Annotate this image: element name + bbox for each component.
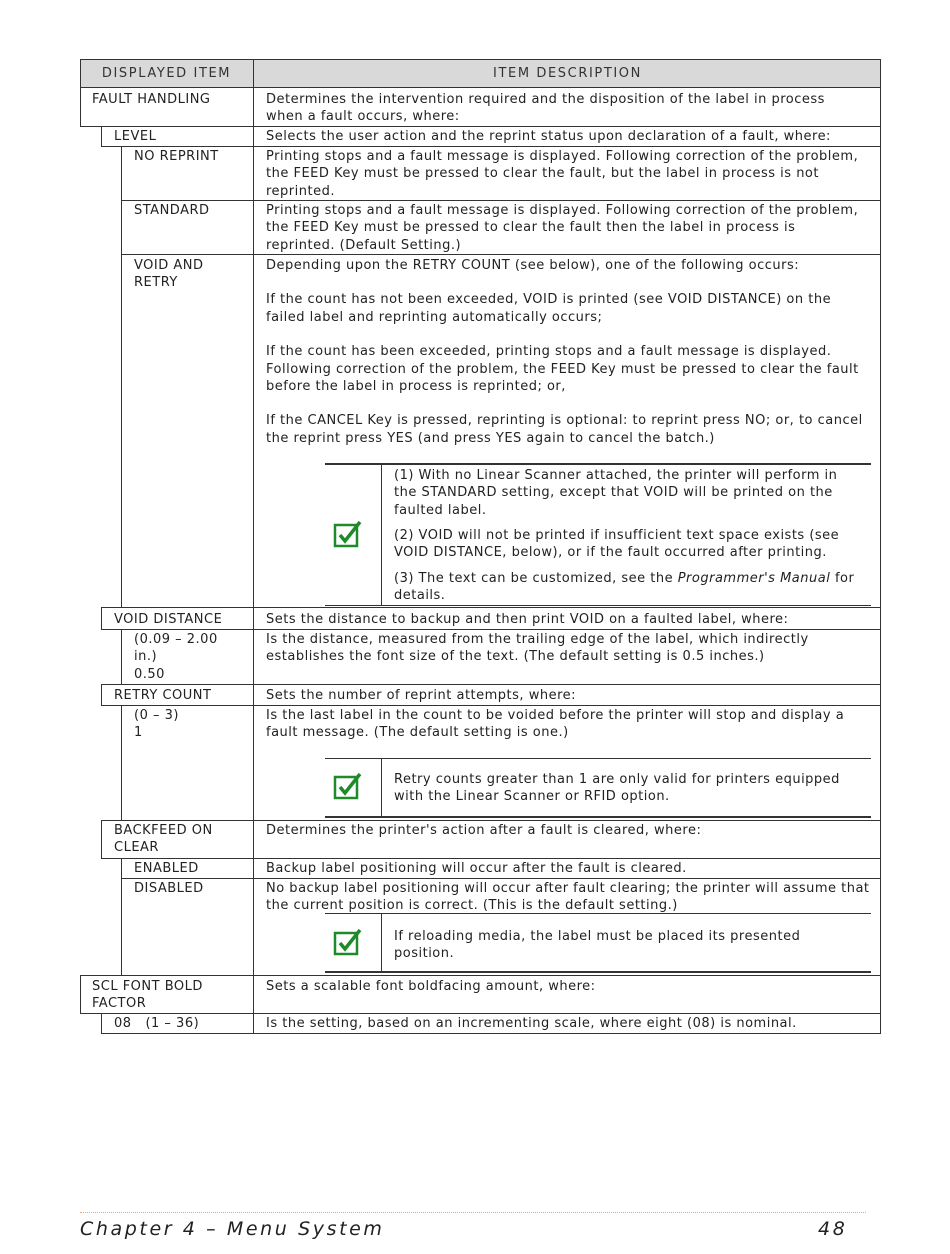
item-no-reprint: NO REPRINT bbox=[134, 149, 219, 164]
item-level: LEVEL bbox=[114, 129, 157, 144]
desc-scl-range: Is the setting, based on an incrementing scale, where eight (08) is nominal. bbox=[266, 1016, 797, 1031]
programmers-manual-ref: Programmer's Manual bbox=[677, 571, 831, 586]
desc-fault-handling: Determines the intervention required and the disposition of the label in process when a fault occurs, where: bbox=[266, 92, 825, 125]
desc-no-reprint: Printing stops and a fault message is displayed. Following correction of the problem, the FEED Key must be pressed to clear the fault, but the label in process is not reprinted. bbox=[266, 149, 859, 199]
desc-enabled: Backup label positioning will occur after the fault is cleared. bbox=[266, 861, 687, 876]
desc-scl-font-bold-factor: Sets a scalable font boldfacing amount, where: bbox=[266, 979, 596, 994]
note-customize-text: (3) The text can be customized, see the Programmer's Manual for details. bbox=[394, 571, 855, 604]
checkmark-note-icon bbox=[333, 520, 363, 548]
desc-void-distance: Sets the distance to backup and then print VOID on a faulted label, where: bbox=[266, 612, 789, 627]
desc-retry-range: Is the last label in the count to be voided before the printer will stop and display a fault message. (The default setting is one.) bbox=[266, 708, 845, 741]
desc-backfeed-on-clear: Determines the printer's action after a fault is cleared, where: bbox=[266, 823, 702, 838]
desc-standard: Printing stops and a fault message is displayed. Following correction of the problem, the FEED Key must be pressed to clear the fault then the label in process is reprinted. (Default Setting.) bbox=[266, 203, 859, 253]
item-fault-handling: FAULT HANDLING bbox=[92, 92, 211, 107]
note-void-not-printed: (2) VOID will not be printed if insufficient text space exists (see VOID DISTANCE, below), or if the fault occurred after printing. bbox=[394, 528, 840, 561]
desc-void-distance-range: Is the distance, measured from the trailing edge of the label, which indirectly establishes the font size of the text. (The default setting is 0.5 inches.) bbox=[266, 632, 809, 665]
header-item-description: ITEM DESCRIPTION bbox=[493, 66, 642, 81]
footer-page-number: 48 bbox=[818, 1218, 848, 1240]
desc-level: Selects the user action and the reprint status upon declaration of a fault, where: bbox=[266, 129, 831, 144]
item-backfeed-on-clear: BACKFEED ON CLEAR bbox=[114, 823, 213, 856]
footer-divider bbox=[80, 1212, 866, 1213]
note-no-scanner: (1) With no Linear Scanner attached, the printer will perform in the STANDARD setting, except that VOID will be printed on the faulted label. bbox=[394, 468, 838, 518]
desc-disabled: No backup label positioning will occur after fault clearing; the printer will assume that the current position is correct. (This is the default setting.) bbox=[266, 881, 870, 914]
desc-retry-count: Sets the number of reprint attempts, where: bbox=[266, 688, 577, 703]
desc-void-and-retry: Depending upon the RETRY COUNT (see below), one of the following occurs: If the count has not been exceeded, VOID is printed (see VOID DISTANCE) on the failed label and reprinting automatically occurs; If the count has been exceeded, printing stops and a fault message is displayed. Following correction of the problem, the FEED Key must be pressed to clear the fault before the label in process is reprinted; or, If the CANCEL Key is pressed, reprinting is optional: to reprint press NO; or, to cancel the reprint press YES (and press YES again to cancel the batch.) bbox=[266, 258, 863, 446]
note-reloading-media: If reloading media, the label must be placed its presented position. bbox=[394, 929, 801, 962]
item-retry-count: RETRY COUNT bbox=[114, 688, 212, 703]
checkmark-note-icon bbox=[333, 772, 363, 800]
item-void-distance-range: (0.09 – 2.00 in.) 0.50 bbox=[134, 632, 218, 682]
item-scl-font-bold-factor: SCL FONT BOLD FACTOR bbox=[92, 979, 203, 1012]
checkmark-note-icon bbox=[333, 928, 363, 956]
item-scl-range: 08 (1 – 36) bbox=[114, 1016, 200, 1031]
item-void-and-retry: VOID AND RETRY bbox=[134, 258, 204, 291]
item-enabled: ENABLED bbox=[134, 861, 199, 876]
item-standard: STANDARD bbox=[134, 203, 210, 218]
item-retry-range: (0 – 3) 1 bbox=[134, 708, 179, 741]
item-disabled: DISABLED bbox=[134, 881, 204, 896]
header-displayed-item: DISPLAYED ITEM bbox=[101, 66, 232, 81]
note-retry-counts: Retry counts greater than 1 are only valid for printers equipped with the Linear Scanner or RFID option. bbox=[394, 772, 840, 805]
item-void-distance: VOID DISTANCE bbox=[114, 612, 223, 627]
footer-chapter-title: Chapter 4 – Menu System bbox=[80, 1218, 385, 1240]
